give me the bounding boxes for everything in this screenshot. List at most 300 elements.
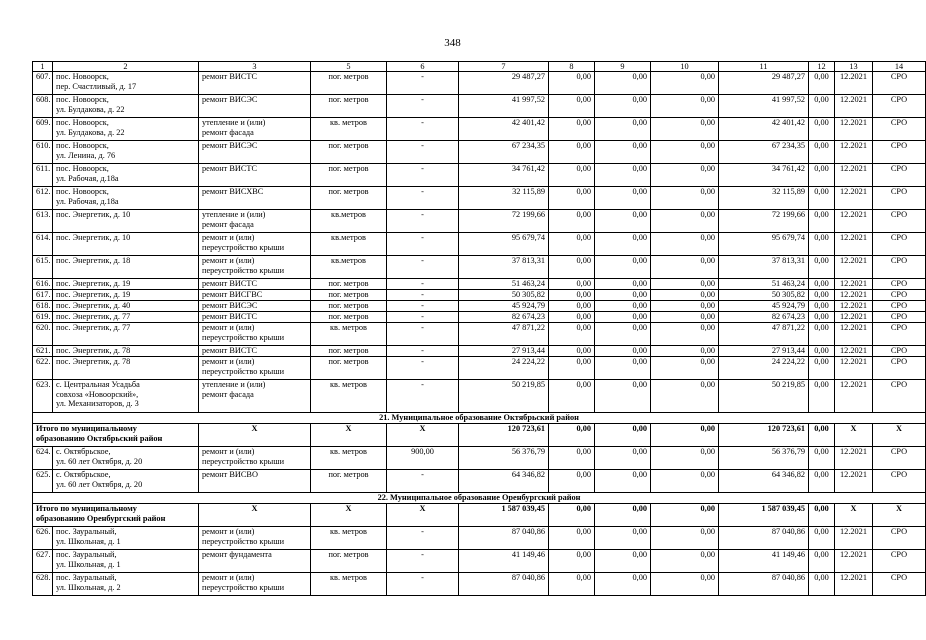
method-cell: СРО [873,357,926,380]
quantity-cell: - [387,187,459,210]
fund-cost-cell: 0,00 [549,141,595,164]
row-number-cell: 611. [33,164,53,187]
table-row [33,187,926,210]
address-cell: пос. Зауральный, ул. Школьная, д. 2 [53,573,199,596]
total-cost-cell: 50 305,82 [459,290,549,301]
work-type-cell: ремонт ВИСТС [199,279,311,290]
subject-budget-cell: 0,00 [651,256,719,279]
row-number-cell: 610. [33,141,53,164]
fund-cost-cell: 0,00 [549,470,595,493]
deadline-cell: 12.2021 [835,312,873,323]
method-cell: СРО [873,164,926,187]
total-cost-cell: 51 463,24 [459,279,549,290]
total-cost-cell: 87 040,86 [459,527,549,550]
total-cost-cell: 32 115,89 [459,187,549,210]
table-row [33,164,926,187]
cost-per-unit-cell: 0,00 [809,312,835,323]
quantity-cell: - [387,210,459,233]
budget-cost-cell: 0,00 [595,312,651,323]
total-cost-cell: 29 487,27 [459,72,549,95]
fund-cost-cell: 0,00 [549,380,595,413]
address-cell: с. Октябрьское, ул. 60 лет Октября, д. 20 [53,447,199,470]
address-cell: пос. Новоорск, ул. Ленина, д. 76 [53,141,199,164]
total-cost-cell: 67 234,35 [459,141,549,164]
deadline-cell: 12.2021 [835,357,873,380]
cost-per-unit-cell: 0,00 [809,470,835,493]
budget-cost-cell: 0,00 [595,301,651,312]
row-number-cell: 623. [33,380,53,413]
fund-cost-cell: 0,00 [549,312,595,323]
method-cell: СРО [873,118,926,141]
address-cell: пос. Новоорск, ул. Рабочая, д.18а [53,187,199,210]
work-type-cell: ремонт ВИСЭС [199,301,311,312]
quantity-cell: - [387,118,459,141]
cost-per-unit-cell: 0,00 [809,141,835,164]
page-number: 348 [444,37,461,49]
total-quantity: X [387,424,459,447]
cost-per-unit-cell: 0,00 [809,323,835,346]
total-cost-cell: 56 376,79 [459,447,549,470]
unit-cell: пог. метров [311,301,387,312]
deadline-cell: 12.2021 [835,527,873,550]
address-cell: пос. Новоорск, пер. Счастливый, д. 17 [53,72,199,95]
quantity-cell: - [387,470,459,493]
method-cell: СРО [873,141,926,164]
address-cell: с. Октябрьское, ул. 60 лет Октября, д. 20 [53,470,199,493]
row-number-cell: 624. [33,447,53,470]
table-row [33,573,926,596]
budget-cost-cell: 0,00 [595,447,651,470]
unit-cell: пог. метров [311,164,387,187]
total-cost-cell: 45 924,79 [459,301,549,312]
fund-cost-cell: 0,00 [549,527,595,550]
total-cost-per-unit: 0,00 [809,424,835,447]
subject-budget-cell: 0,00 [651,210,719,233]
quantity-cell: - [387,279,459,290]
subject-budget-cell: 0,00 [651,118,719,141]
budget-cost-cell: 0,00 [595,323,651,346]
budget-cost-cell: 0,00 [595,164,651,187]
work-type-cell: ремонт ВИСЭС [199,141,311,164]
owner-funds-cell: 42 401,42 [719,118,809,141]
row-number-cell: 619. [33,312,53,323]
deadline-cell: 12.2021 [835,380,873,413]
budget-cost-cell: 0,00 [595,256,651,279]
method-cell: СРО [873,323,926,346]
cost-per-unit-cell: 0,00 [809,164,835,187]
cost-per-unit-cell: 0,00 [809,72,835,95]
work-type-cell: утепление и (или) ремонт фасада [199,118,311,141]
quantity-cell: - [387,290,459,301]
quantity-cell: - [387,141,459,164]
total-cost-cell: 47 871,22 [459,323,549,346]
cost-per-unit-cell: 0,00 [809,301,835,312]
row-number-cell: 615. [33,256,53,279]
address-cell: пос. Энергетик, д. 10 [53,233,199,256]
method-cell: СРО [873,256,926,279]
work-type-cell: ремонт и (или) переустройство крыши [199,256,311,279]
deadline-cell: 12.2021 [835,118,873,141]
owner-funds-cell: 56 376,79 [719,447,809,470]
row-number-cell: 608. [33,95,53,118]
owner-funds-cell: 51 463,24 [719,279,809,290]
unit-cell: пог. метров [311,357,387,380]
subject-budget-cell: 0,00 [651,527,719,550]
owner-funds-cell: 82 674,23 [719,312,809,323]
cost-per-unit-cell: 0,00 [809,187,835,210]
unit-cell: пог. метров [311,346,387,357]
table-row [33,233,926,256]
method-cell: СРО [873,346,926,357]
owner-funds-cell: 87 040,86 [719,573,809,596]
total-method: X [873,424,926,447]
owner-funds-cell: 37 813,31 [719,256,809,279]
cost-per-unit-cell: 0,00 [809,95,835,118]
fund-cost-cell: 0,00 [549,164,595,187]
column-header: 9 [595,62,651,72]
table-row [33,323,926,346]
deadline-cell: 12.2021 [835,233,873,256]
unit-cell: пог. метров [311,470,387,493]
fund-cost-cell: 0,00 [549,210,595,233]
method-cell: СРО [873,72,926,95]
table-row [33,301,926,312]
address-cell: пос. Новоорск, ул. Булдакова, д. 22 [53,95,199,118]
owner-funds-cell: 50 305,82 [719,290,809,301]
budget-cost-cell: 0,00 [595,357,651,380]
subject-budget-cell: 0,00 [651,573,719,596]
work-type-cell: утепление и (или) ремонт фасада [199,210,311,233]
table-row [33,312,926,323]
deadline-cell: 12.2021 [835,72,873,95]
row-number-cell: 614. [33,233,53,256]
work-type-cell: ремонт фундамента [199,550,311,573]
unit-cell: пог. метров [311,95,387,118]
total-owner-funds: 120 723,61 [719,424,809,447]
address-cell: пос. Энергетик, д. 40 [53,301,199,312]
method-cell: СРО [873,447,926,470]
table-row [33,447,926,470]
unit-cell: кв. метров [311,447,387,470]
column-header: 7 [459,62,549,72]
total-cost-cell: 72 199,66 [459,210,549,233]
unit-cell: пог. метров [311,279,387,290]
deadline-cell: 12.2021 [835,447,873,470]
total-work-type: X [199,424,311,447]
table-row [33,141,926,164]
method-cell: СРО [873,187,926,210]
deadline-cell: 12.2021 [835,323,873,346]
row-number-cell: 617. [33,290,53,301]
subject-budget-cell: 0,00 [651,72,719,95]
budget-cost-cell: 0,00 [595,290,651,301]
work-type-cell: ремонт и (или) переустройство крыши [199,527,311,550]
table-row [33,470,926,493]
method-cell: СРО [873,380,926,413]
deadline-cell: 12.2021 [835,95,873,118]
total-cost-cell: 41 997,52 [459,95,549,118]
fund-cost-cell: 0,00 [549,346,595,357]
work-type-cell: ремонт ВИСТС [199,164,311,187]
owner-funds-cell: 41 149,46 [719,550,809,573]
cost-per-unit-cell: 0,00 [809,256,835,279]
section-heading-row [33,413,926,424]
table-row [33,279,926,290]
total-work-type: X [199,504,311,527]
quantity-cell: - [387,256,459,279]
total-cost-cell: 82 674,23 [459,312,549,323]
subject-budget-cell: 0,00 [651,380,719,413]
subject-budget-cell: 0,00 [651,470,719,493]
total-cost-cell: 34 761,42 [459,164,549,187]
subject-budget-cell: 0,00 [651,346,719,357]
subject-budget-cell: 0,00 [651,447,719,470]
unit-cell: кв.метров [311,233,387,256]
budget-cost-cell: 0,00 [595,72,651,95]
column-header: 3 [199,62,311,72]
method-cell: СРО [873,95,926,118]
address-cell: пос. Энергетик, д. 77 [53,312,199,323]
unit-cell: пог. метров [311,141,387,164]
deadline-cell: 12.2021 [835,573,873,596]
cost-per-unit-cell: 0,00 [809,573,835,596]
total-cost-cell: 87 040,86 [459,573,549,596]
table-body [33,62,926,596]
cost-per-unit-cell: 0,00 [809,118,835,141]
total-deadline: X [835,424,873,447]
address-cell: пос. Энергетик, д. 19 [53,290,199,301]
address-cell: пос. Зауральный, ул. Школьная, д. 1 [53,527,199,550]
quantity-cell: 900,00 [387,447,459,470]
method-cell: СРО [873,301,926,312]
quantity-cell: - [387,95,459,118]
unit-cell: пог. метров [311,312,387,323]
cost-per-unit-cell: 0,00 [809,550,835,573]
row-number-cell: 612. [33,187,53,210]
quantity-cell: - [387,380,459,413]
column-header: 11 [719,62,809,72]
row-number-cell: 621. [33,346,53,357]
work-type-cell: ремонт и (или) переустройство крыши [199,447,311,470]
address-cell: с. Центральная Усадьба совхоза «Новоорский», ул. Механизаторов, д. 3 [53,380,199,413]
total-cost-cell: 24 224,22 [459,357,549,380]
owner-funds-cell: 47 871,22 [719,323,809,346]
table-row [33,290,926,301]
table-row [33,357,926,380]
subject-budget-cell: 0,00 [651,550,719,573]
subject-budget-cell: 0,00 [651,312,719,323]
table-row [33,380,926,413]
quantity-cell: - [387,346,459,357]
method-cell: СРО [873,550,926,573]
budget-cost-cell: 0,00 [595,141,651,164]
quantity-cell: - [387,312,459,323]
fund-cost-cell: 0,00 [549,447,595,470]
deadline-cell: 12.2021 [835,301,873,312]
table-row [33,72,926,95]
method-cell: СРО [873,573,926,596]
budget-cost-cell: 0,00 [595,279,651,290]
municipal-total-row [33,424,926,447]
subject-budget-cell: 0,00 [651,233,719,256]
cost-per-unit-cell: 0,00 [809,346,835,357]
method-cell: СРО [873,210,926,233]
total-cost-cell: 95 679,74 [459,233,549,256]
unit-cell: пог. метров [311,72,387,95]
method-cell: СРО [873,312,926,323]
work-type-cell: ремонт ВИСЭС [199,95,311,118]
total-method: X [873,504,926,527]
table-row [33,550,926,573]
column-header: 12 [809,62,835,72]
row-number-cell: 607. [33,72,53,95]
total-budget-cost: 0,00 [595,424,651,447]
work-type-cell: ремонт ВИСТС [199,312,311,323]
subject-budget-cell: 0,00 [651,357,719,380]
method-cell: СРО [873,279,926,290]
column-header: 8 [549,62,595,72]
fund-cost-cell: 0,00 [549,72,595,95]
fund-cost-cell: 0,00 [549,233,595,256]
quantity-cell: - [387,301,459,312]
owner-funds-cell: 41 997,52 [719,95,809,118]
capital-repair-table [32,61,926,596]
work-type-cell: ремонт ВИСТС [199,72,311,95]
total-budget-cost: 0,00 [595,504,651,527]
total-unit: X [311,504,387,527]
owner-funds-cell: 29 487,27 [719,72,809,95]
row-number-cell: 618. [33,301,53,312]
work-type-cell: ремонт ВИСГВС [199,290,311,301]
unit-cell: кв. метров [311,573,387,596]
subject-budget-cell: 0,00 [651,141,719,164]
budget-cost-cell: 0,00 [595,118,651,141]
quantity-cell: - [387,550,459,573]
subject-budget-cell: 0,00 [651,95,719,118]
column-header: 14 [873,62,926,72]
row-number-cell: 627. [33,550,53,573]
deadline-cell: 12.2021 [835,550,873,573]
column-header: 5 [311,62,387,72]
table-row [33,210,926,233]
budget-cost-cell: 0,00 [595,573,651,596]
subject-budget-cell: 0,00 [651,290,719,301]
quantity-cell: - [387,357,459,380]
fund-cost-cell: 0,00 [549,118,595,141]
unit-cell: пог. метров [311,290,387,301]
unit-cell: пог. метров [311,550,387,573]
owner-funds-cell: 27 913,44 [719,346,809,357]
table-row [33,527,926,550]
cost-per-unit-cell: 0,00 [809,210,835,233]
address-cell: пос. Энергетик, д. 19 [53,279,199,290]
unit-cell: кв. метров [311,527,387,550]
address-cell: пос. Энергетик, д. 78 [53,357,199,380]
total-label: Итого по муниципальному образованию Октябрьский район [33,424,199,447]
deadline-cell: 12.2021 [835,187,873,210]
cost-per-unit-cell: 0,00 [809,233,835,256]
owner-funds-cell: 32 115,89 [719,187,809,210]
quantity-cell: - [387,573,459,596]
total-fund-cost: 0,00 [549,424,595,447]
column-header: 2 [53,62,199,72]
cost-per-unit-cell: 0,00 [809,279,835,290]
quantity-cell: - [387,72,459,95]
owner-funds-cell: 67 234,35 [719,141,809,164]
total-label: Итого по муниципальному образованию Оренбургский район [33,504,199,527]
method-cell: СРО [873,527,926,550]
owner-funds-cell: 72 199,66 [719,210,809,233]
work-type-cell: ремонт и (или) переустройство крыши [199,573,311,596]
budget-cost-cell: 0,00 [595,470,651,493]
budget-cost-cell: 0,00 [595,380,651,413]
total-total-cost: 1 587 039,45 [459,504,549,527]
fund-cost-cell: 0,00 [549,357,595,380]
subject-budget-cell: 0,00 [651,164,719,187]
method-cell: СРО [873,233,926,256]
budget-cost-cell: 0,00 [595,233,651,256]
budget-cost-cell: 0,00 [595,346,651,357]
owner-funds-cell: 87 040,86 [719,527,809,550]
row-number-cell: 625. [33,470,53,493]
owner-funds-cell: 50 219,85 [719,380,809,413]
total-cost-cell: 42 401,42 [459,118,549,141]
subject-budget-cell: 0,00 [651,323,719,346]
table-row [33,346,926,357]
fund-cost-cell: 0,00 [549,290,595,301]
total-cost-cell: 41 149,46 [459,550,549,573]
quantity-cell: - [387,164,459,187]
work-type-cell: ремонт ВИСХВС [199,187,311,210]
work-type-cell: ремонт и (или) переустройство крыши [199,357,311,380]
work-type-cell: утепление и (или) ремонт фасада [199,380,311,413]
municipal-total-row [33,504,926,527]
deadline-cell: 12.2021 [835,346,873,357]
total-cost-cell: 64 346,82 [459,470,549,493]
address-cell: пос. Зауральный, ул. Школьная, д. 1 [53,550,199,573]
deadline-cell: 12.2021 [835,470,873,493]
address-cell: пос. Энергетик, д. 77 [53,323,199,346]
fund-cost-cell: 0,00 [549,550,595,573]
section-heading-row [33,493,926,504]
owner-funds-cell: 64 346,82 [719,470,809,493]
cost-per-unit-cell: 0,00 [809,290,835,301]
work-type-cell: ремонт и (или) переустройство крыши [199,323,311,346]
unit-cell: пог. метров [311,187,387,210]
deadline-cell: 12.2021 [835,141,873,164]
address-cell: пос. Энергетик, д. 78 [53,346,199,357]
budget-cost-cell: 0,00 [595,187,651,210]
deadline-cell: 12.2021 [835,290,873,301]
budget-cost-cell: 0,00 [595,95,651,118]
fund-cost-cell: 0,00 [549,256,595,279]
column-header: 10 [651,62,719,72]
method-cell: СРО [873,470,926,493]
total-cost-cell: 37 813,31 [459,256,549,279]
row-number-cell: 622. [33,357,53,380]
total-cost-per-unit: 0,00 [809,504,835,527]
quantity-cell: - [387,233,459,256]
unit-cell: кв. метров [311,380,387,413]
deadline-cell: 12.2021 [835,256,873,279]
cost-per-unit-cell: 0,00 [809,527,835,550]
total-fund-cost: 0,00 [549,504,595,527]
unit-cell: кв.метров [311,210,387,233]
fund-cost-cell: 0,00 [549,187,595,210]
subject-budget-cell: 0,00 [651,187,719,210]
column-header: 1 [33,62,53,72]
budget-cost-cell: 0,00 [595,527,651,550]
